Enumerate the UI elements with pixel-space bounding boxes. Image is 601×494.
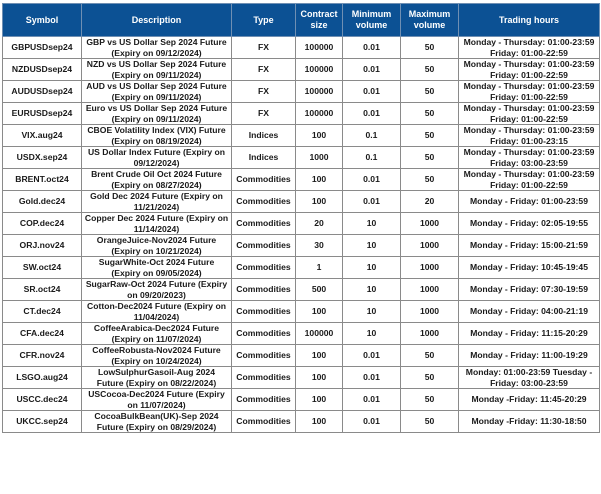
table-row — [3, 59, 600, 81]
cell-type: Indices — [232, 147, 296, 169]
cell-contract-size: 100 — [296, 367, 343, 389]
cell-type: FX — [232, 103, 296, 125]
cell-symbol: Gold.dec24 — [3, 191, 82, 213]
cell-symbol: NZDUSDsep24 — [3, 59, 82, 81]
cell-symbol: AUDUSDsep24 — [3, 81, 82, 103]
table-row — [3, 345, 600, 367]
cell-minimum-volume: 10 — [343, 301, 401, 323]
cell-maximum-volume: 50 — [401, 345, 459, 367]
cell-maximum-volume: 50 — [401, 37, 459, 59]
cell-type: Commodities — [232, 323, 296, 345]
table-row — [3, 389, 600, 411]
cell-maximum-volume: 1000 — [401, 213, 459, 235]
cell-minimum-volume: 0.1 — [343, 125, 401, 147]
cell-minimum-volume: 0.01 — [343, 411, 401, 433]
cell-trading-hours: Monday - Thursday: 01:00-23:59 Friday: 01:00-22:59 — [459, 81, 600, 103]
cell-trading-hours: Monday - Friday: 11:00-19:29 — [459, 345, 600, 367]
cell-trading-hours: Monday -Friday: 11:45-20:29 — [459, 389, 600, 411]
cell-symbol: COP.dec24 — [3, 213, 82, 235]
cell-contract-size: 100 — [296, 125, 343, 147]
cell-minimum-volume: 10 — [343, 235, 401, 257]
table-row — [3, 125, 600, 147]
cell-minimum-volume: 0.01 — [343, 367, 401, 389]
cell-description: CoffeeArabica-Dec2024 Future (Expiry on 11/07/2024) — [82, 323, 232, 345]
cell-symbol: ORJ.nov24 — [3, 235, 82, 257]
cell-symbol: CFR.nov24 — [3, 345, 82, 367]
table-row — [3, 411, 600, 433]
cell-maximum-volume: 1000 — [401, 257, 459, 279]
header-type: Type — [232, 4, 296, 37]
cell-symbol: SR.oct24 — [3, 279, 82, 301]
cell-minimum-volume: 0.01 — [343, 345, 401, 367]
cell-trading-hours: Monday - Friday: 04:00-21:19 — [459, 301, 600, 323]
header-maximum-volume: Maximum volume — [401, 4, 459, 37]
table-row — [3, 235, 600, 257]
table-row — [3, 279, 600, 301]
cell-symbol: CFA.dec24 — [3, 323, 82, 345]
cell-type: Commodities — [232, 169, 296, 191]
cell-minimum-volume: 0.01 — [343, 191, 401, 213]
cell-maximum-volume: 50 — [401, 103, 459, 125]
cell-maximum-volume: 50 — [401, 81, 459, 103]
cell-description: Gold Dec 2024 Future (Expiry on 11/21/2024) — [82, 191, 232, 213]
table-row — [3, 301, 600, 323]
header-contract-size: Contract size — [296, 4, 343, 37]
table-header-row — [3, 4, 600, 37]
cell-minimum-volume: 10 — [343, 323, 401, 345]
cell-maximum-volume: 50 — [401, 389, 459, 411]
cell-type: Commodities — [232, 389, 296, 411]
cell-description: NZD vs US Dollar Sep 2024 Future (Expiry on 09/11/2024) — [82, 59, 232, 81]
cell-minimum-volume: 0.01 — [343, 37, 401, 59]
table-row — [3, 367, 600, 389]
cell-contract-size: 100 — [296, 169, 343, 191]
table-row — [3, 191, 600, 213]
cell-contract-size: 30 — [296, 235, 343, 257]
table-row — [3, 169, 600, 191]
table-row — [3, 213, 600, 235]
header-trading-hours: Trading hours — [459, 4, 600, 37]
cell-minimum-volume: 0.1 — [343, 147, 401, 169]
cell-type: Commodities — [232, 279, 296, 301]
cell-type: FX — [232, 37, 296, 59]
cell-symbol: VIX.aug24 — [3, 125, 82, 147]
cell-description: Euro vs US Dollar Sep 2024 Future (Expiry on 09/11/2024) — [82, 103, 232, 125]
header-symbol: Symbol — [3, 4, 82, 37]
cell-type: Commodities — [232, 301, 296, 323]
cell-trading-hours: Monday - Thursday: 01:00-23:59 Friday: 01:00-23:15 — [459, 125, 600, 147]
cell-minimum-volume: 10 — [343, 279, 401, 301]
cell-contract-size: 500 — [296, 279, 343, 301]
cell-description: LowSulphurGasoil-Aug 2024 Future (Expiry on 08/22/2024) — [82, 367, 232, 389]
cell-symbol: USCC.dec24 — [3, 389, 82, 411]
cell-type: FX — [232, 59, 296, 81]
cell-contract-size: 100 — [296, 345, 343, 367]
cell-contract-size: 100000 — [296, 103, 343, 125]
futures-table-container — [2, 3, 599, 433]
cell-contract-size: 100 — [296, 301, 343, 323]
cell-trading-hours: Monday - Friday: 01:00-23:59 — [459, 191, 600, 213]
cell-trading-hours: Monday - Friday: 02:05-19:55 — [459, 213, 600, 235]
cell-contract-size: 100000 — [296, 81, 343, 103]
cell-trading-hours: Monday - Friday: 10:45-19:45 — [459, 257, 600, 279]
cell-description: US Dollar Index Future (Expiry on 09/12/2024) — [82, 147, 232, 169]
cell-symbol: CT.dec24 — [3, 301, 82, 323]
cell-type: Commodities — [232, 235, 296, 257]
table-row — [3, 103, 600, 125]
cell-maximum-volume: 20 — [401, 191, 459, 213]
cell-description: Brent Crude Oil Oct 2024 Future (Expiry on 08/27/2024) — [82, 169, 232, 191]
cell-description: CocoaBulkBean(UK)-Sep 2024 Future (Expiry on 08/29/2024) — [82, 411, 232, 433]
cell-minimum-volume: 0.01 — [343, 389, 401, 411]
cell-symbol: USDX.sep24 — [3, 147, 82, 169]
cell-maximum-volume: 50 — [401, 59, 459, 81]
cell-description: Cotton-Dec2024 Future (Expiry on 11/04/2024) — [82, 301, 232, 323]
cell-maximum-volume: 1000 — [401, 235, 459, 257]
cell-symbol: SW.oct24 — [3, 257, 82, 279]
cell-type: Commodities — [232, 191, 296, 213]
cell-trading-hours: Monday: 01:00-23:59 Tuesday - Friday: 03:00-23:59 — [459, 367, 600, 389]
cell-contract-size: 100 — [296, 411, 343, 433]
cell-description: SugarWhite-Oct 2024 Future (Expiry on 09/05/2024) — [82, 257, 232, 279]
cell-maximum-volume: 1000 — [401, 301, 459, 323]
header-minimum-volume: Minimum volume — [343, 4, 401, 37]
cell-contract-size: 20 — [296, 213, 343, 235]
futures-contract-table — [2, 3, 600, 433]
cell-minimum-volume: 0.01 — [343, 103, 401, 125]
cell-description: Copper Dec 2024 Future (Expiry on 11/14/2024) — [82, 213, 232, 235]
cell-type: Commodities — [232, 411, 296, 433]
cell-description: CoffeeRobusta-Nov2024 Future (Expiry on 10/24/2024) — [82, 345, 232, 367]
cell-trading-hours: Monday - Thursday: 01:00-23:59 Friday: 03:00-23:59 — [459, 147, 600, 169]
cell-minimum-volume: 10 — [343, 257, 401, 279]
header-description: Description — [82, 4, 232, 37]
cell-symbol: LSGO.aug24 — [3, 367, 82, 389]
table-row — [3, 147, 600, 169]
cell-description: GBP vs US Dollar Sep 2024 Future (Expiry on 09/12/2024) — [82, 37, 232, 59]
cell-maximum-volume: 1000 — [401, 279, 459, 301]
table-row — [3, 323, 600, 345]
cell-trading-hours: Monday - Thursday: 01:00-23:59 Friday: 01:00-22:59 — [459, 59, 600, 81]
cell-contract-size: 100000 — [296, 323, 343, 345]
table-row — [3, 37, 600, 59]
cell-maximum-volume: 50 — [401, 125, 459, 147]
cell-maximum-volume: 50 — [401, 169, 459, 191]
cell-minimum-volume: 0.01 — [343, 59, 401, 81]
cell-symbol: BRENT.oct24 — [3, 169, 82, 191]
cell-type: Commodities — [232, 213, 296, 235]
cell-description: OrangeJuice-Nov2024 Future (Expiry on 10/21/2024) — [82, 235, 232, 257]
cell-description: USCocoa-Dec2024 Future (Expiry on 11/07/2024) — [82, 389, 232, 411]
cell-trading-hours: Monday - Friday: 11:15-20:29 — [459, 323, 600, 345]
cell-type: Indices — [232, 125, 296, 147]
cell-contract-size: 1000 — [296, 147, 343, 169]
cell-contract-size: 1 — [296, 257, 343, 279]
cell-maximum-volume: 50 — [401, 367, 459, 389]
cell-contract-size: 100000 — [296, 59, 343, 81]
cell-contract-size: 100000 — [296, 37, 343, 59]
cell-description: SugarRaw-Oct 2024 Future (Expiry on 09/20/2023) — [82, 279, 232, 301]
cell-trading-hours: Monday - Thursday: 01:00-23:59 Friday: 01:00-22:59 — [459, 169, 600, 191]
cell-trading-hours: Monday - Friday: 07:30-19:59 — [459, 279, 600, 301]
cell-trading-hours: Monday - Thursday: 01:00-23:59 Friday: 01:00-22:59 — [459, 37, 600, 59]
cell-trading-hours: Monday - Friday: 15:00-21:59 — [459, 235, 600, 257]
cell-type: FX — [232, 81, 296, 103]
cell-maximum-volume: 50 — [401, 411, 459, 433]
cell-trading-hours: Monday - Thursday: 01:00-23:59 Friday: 01:00-22:59 — [459, 103, 600, 125]
table-body — [3, 37, 600, 433]
cell-symbol: GBPUSDsep24 — [3, 37, 82, 59]
cell-type: Commodities — [232, 367, 296, 389]
cell-symbol: UKCC.sep24 — [3, 411, 82, 433]
cell-type: Commodities — [232, 345, 296, 367]
cell-description: AUD vs US Dollar Sep 2024 Future (Expiry on 09/11/2024) — [82, 81, 232, 103]
cell-maximum-volume: 1000 — [401, 323, 459, 345]
cell-contract-size: 100 — [296, 191, 343, 213]
cell-symbol: EURUSDsep24 — [3, 103, 82, 125]
cell-trading-hours: Monday -Friday: 11:30-18:50 — [459, 411, 600, 433]
cell-minimum-volume: 0.01 — [343, 169, 401, 191]
cell-type: Commodities — [232, 257, 296, 279]
table-row — [3, 257, 600, 279]
cell-description: CBOE Volatility Index (VIX) Future (Expiry on 08/19/2024) — [82, 125, 232, 147]
cell-minimum-volume: 0.01 — [343, 81, 401, 103]
table-row — [3, 81, 600, 103]
cell-maximum-volume: 50 — [401, 147, 459, 169]
cell-minimum-volume: 10 — [343, 213, 401, 235]
cell-contract-size: 100 — [296, 389, 343, 411]
